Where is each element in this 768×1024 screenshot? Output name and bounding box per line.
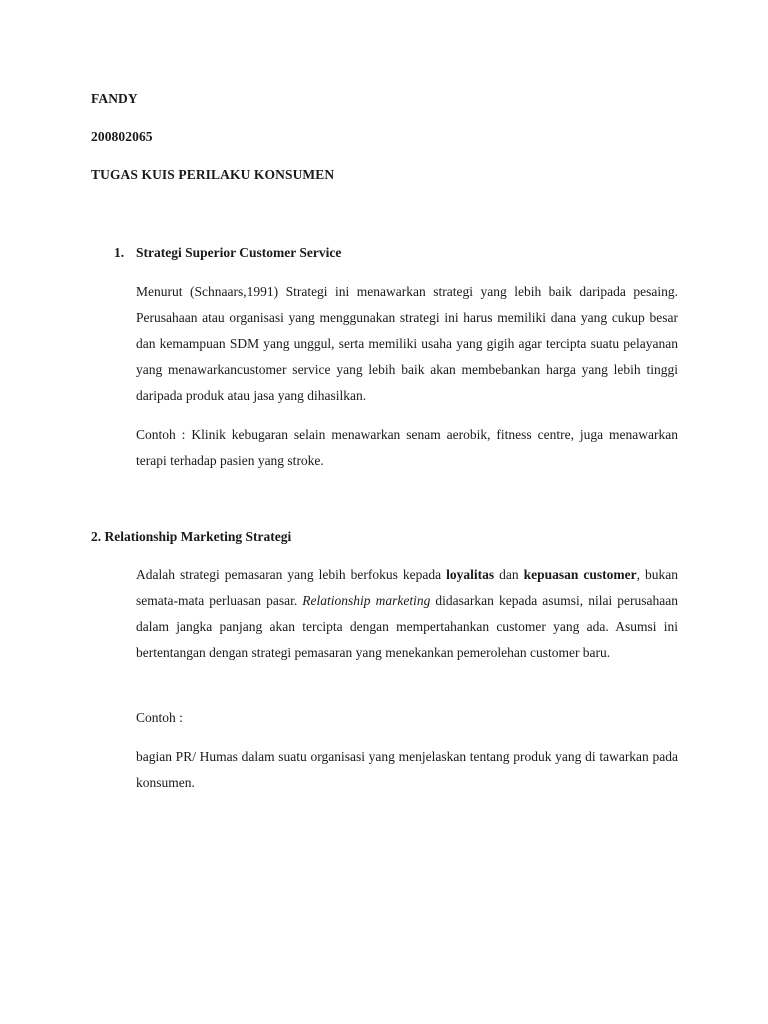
section-1-example: Contoh : Klinik kebugaran selain menawarkan senam aerobik, fitness centre, juga menawarkan terapi terhadap pasien yang stroke. (136, 427, 678, 468)
section-2-rest: didasarkan kepada asumsi, nilai perusahaan dalam jangka panjang akan tercipta dengan mempertahankan customer yang ada. Asumsi ini bertentangan dengan strategi pemasaran yang menekankan pemerolehan customer baru. (136, 593, 678, 660)
relationship-marketing-term: Relationship marketing (302, 593, 431, 608)
section-2-example-text: bagian PR/ Humas dalam suatu organisasi yang menjelaskan tentang produk yang di tawarkan pada konsumen. (136, 749, 678, 790)
loyalty-term: loyalitas (446, 567, 495, 582)
section-2-paragraph (136, 562, 678, 666)
section-2-conjunction: dan (494, 567, 524, 582)
satisfaction-term: kepuasan customer (523, 567, 637, 582)
assignment-title: TUGAS KUIS PERILAKU KONSUMEN (91, 167, 335, 182)
section-2-example-label: Contoh : (136, 710, 183, 725)
author-name: FANDY (91, 91, 138, 106)
section-1-paragraph: Menurut (Schnaars,1991) Strategi ini menawarkan strategi yang lebih baik daripada pesaing. Perusahaan atau organisasi yang menggunakan strategi ini harus memiliki dana yang cukup besar dan kemampuan SDM yang unggul, serta memiliki usaha yang gigih agar tercipta suatu pelayanan yang menawarkancustomer service yang lebih baik akan membebankan harga yang lebih tinggi daripada produk atau jasa yang dihasilkan. (136, 284, 678, 403)
section-2-mid: , bukan semata-mata perluasan pasar. (136, 567, 678, 608)
section-1-heading (114, 245, 341, 261)
section-1-title: Strategi Superior Customer Service (136, 245, 342, 260)
section-1-number: 1. (114, 245, 125, 260)
section-2-intro: Adalah strategi pemasaran yang lebih berfokus kepada (136, 567, 447, 582)
student-id: 200802065 (91, 129, 153, 144)
section-2-heading: 2. Relationship Marketing Strategi (91, 529, 292, 544)
